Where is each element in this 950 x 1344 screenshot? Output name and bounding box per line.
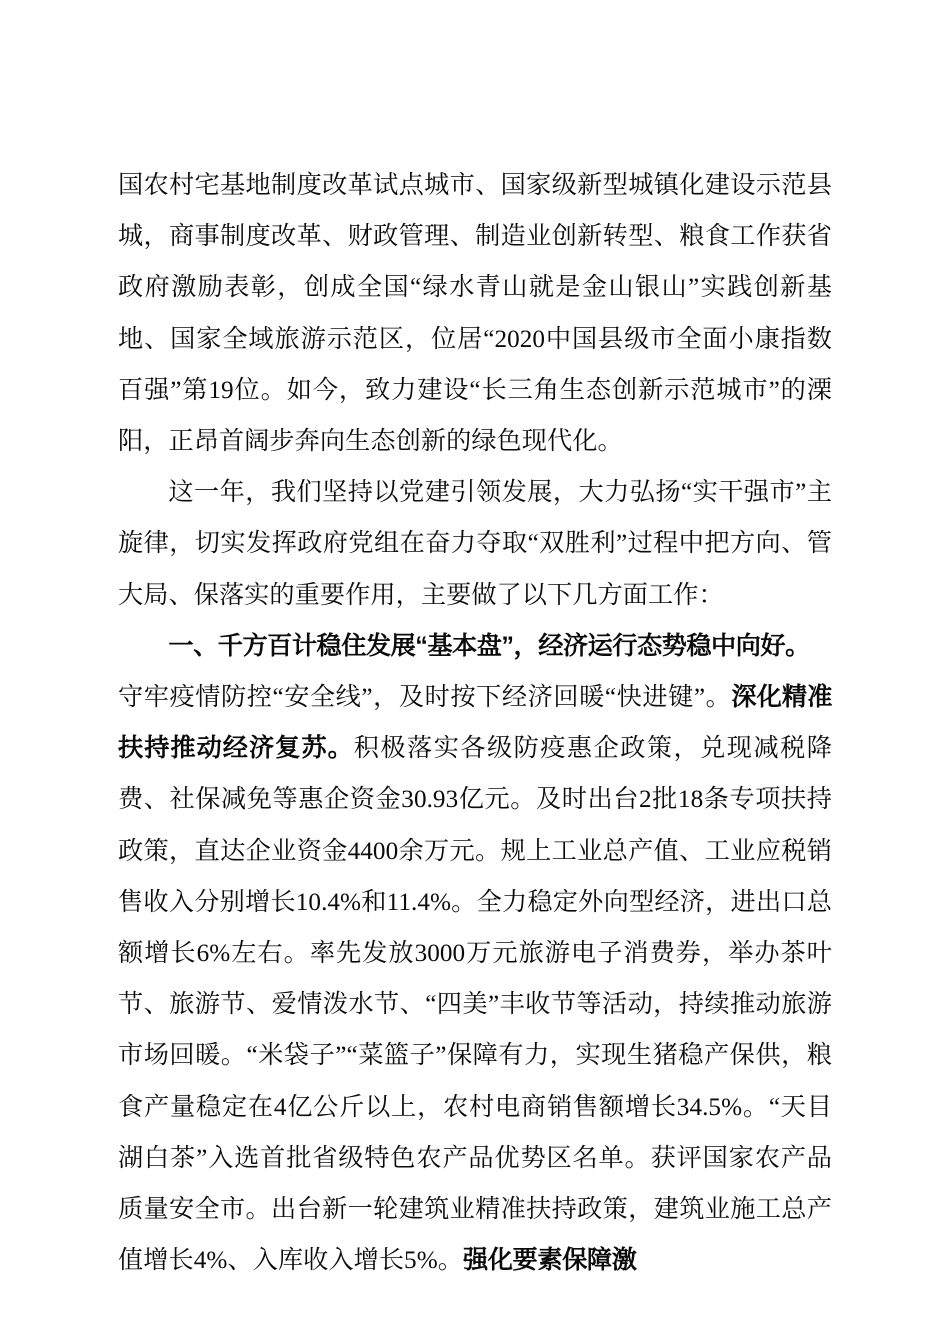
paragraph-1-text: 国农村宅基地制度改革试点城市、国家级新型城镇化建设示范县城，商事制度改革、财政管理、制造业创新转型、粮食工作获省政府激励表彰，创成全国“绿水青山就是金山银山”实践创新基地、国家全域旅游示范区，位居“2020中国县级市全面小康指数百强”第19位。如今，致力建设“长三角生态创新示范城市”的溧阳，正昂首阔步奔向生态创新的绿色现代化。	[118, 172, 832, 456]
paragraph-4-lead-text: 守牢疫情防控“安全线”，及时按下经济回暖“快进键”。	[118, 684, 732, 712]
section-heading-one	[118, 621, 832, 672]
paragraph-4-body-text: 积极落实各级防疫惠企政策，兑现减税降费、社保减免等惠企资金30.93亿元。及时出台2批18条专项扶持政策，直达企业资金4400余万元。规上工业总产值、工业应税销售收入分别增长10.4%和11.4%。全力稳定外向型经济，进出口总额增长6%左右。率先发放3000万元旅游电子消费券，举办茶叶节、旅游节、爱情泼水节、“四美”丰收节等活动，持续推动旅游市场回暖。“米袋子”“菜篮子”保障有力，实现生猪稳产保供，粮食产量稳定在4亿公斤以上，农村电商销售额增长34.5%。“天目湖白茶”入选首批省级特色农产品优势区名单。获评国家农产品质量安全市。出台新一轮建筑业精准扶持政策，建筑业施工总产值增长4%、入库收入增长5%。	[118, 735, 832, 1275]
subheading-strengthen-resource-guarantee: 强化要素保障激	[462, 1246, 637, 1275]
section-heading-one-text: 一、千方百计稳住发展“基本盘”，经济运行态势稳中向好。	[168, 631, 810, 660]
subheading-deepen-support: 深化精准扶持推动经济复苏。	[118, 683, 832, 763]
paragraph-2	[118, 467, 832, 621]
paragraph-4	[118, 672, 832, 1286]
document-body	[118, 160, 832, 1286]
paragraph-2-text: 这一年，我们坚持以党建引领发展，大力弘扬“实干强市”主旋律，切实发挥政府党组在奋力夺取“双胜利”过程中把方向、管大局、保落实的重要作用，主要做了以下几方面工作：	[118, 479, 832, 609]
paragraph-1	[118, 160, 832, 467]
